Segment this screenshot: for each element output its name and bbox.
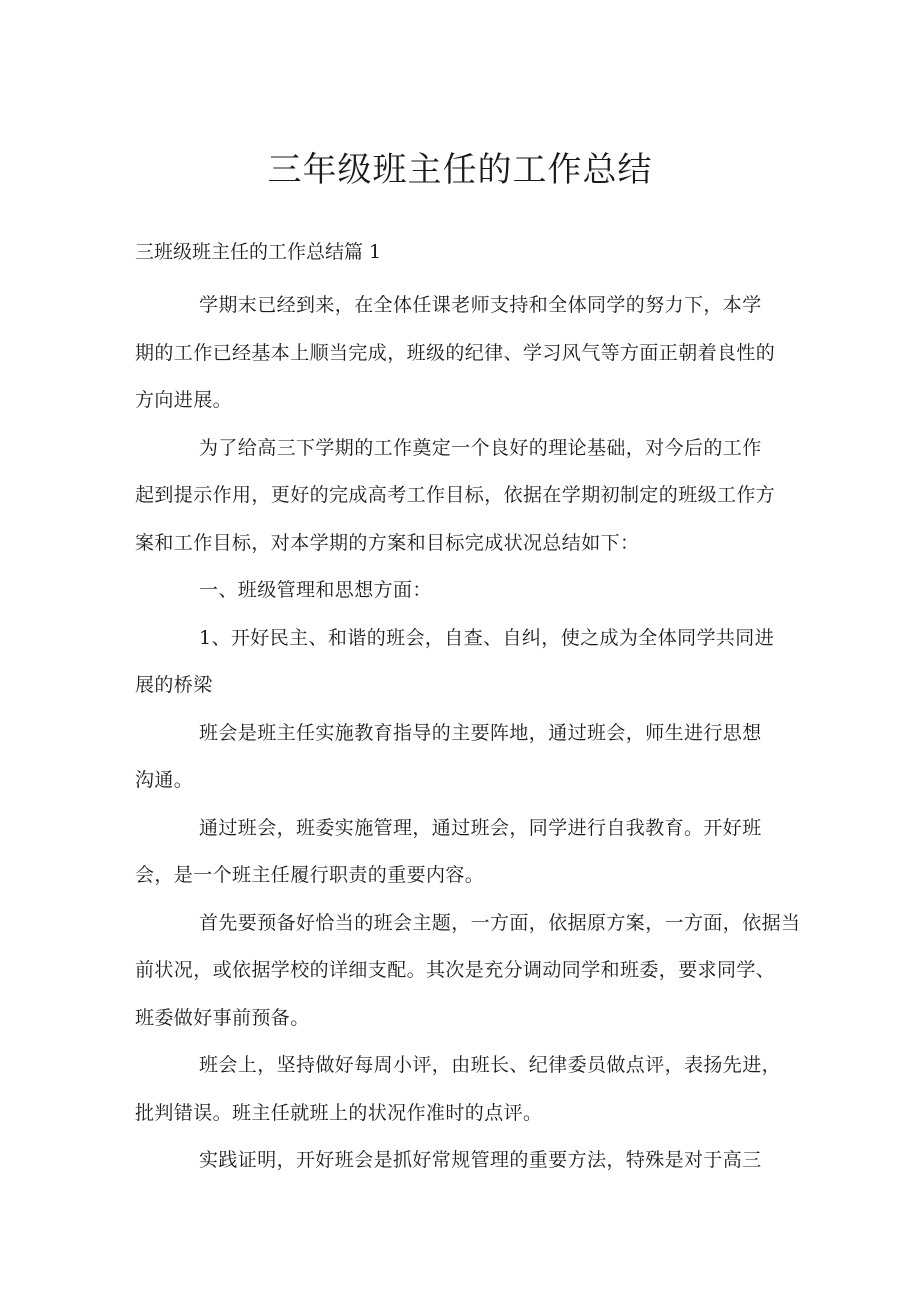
text-line: 前状况，或依据学校的详细支配。其次是充分调动同学和班委，要求同学、 (135, 959, 776, 981)
paragraph (135, 615, 800, 710)
text-line: 期的工作已经基本上顺当完成，班级的纪律、学习风气等方面正朝着良性的 (135, 341, 776, 364)
text-line: 展的桥梁 (135, 674, 213, 696)
text-line: 案和工作目标，对本学期的方案和目标完成状况总结如下： (135, 531, 640, 554)
paragraph (135, 282, 800, 425)
paragraph (135, 710, 800, 805)
section-heading: 三班级班主任的工作总结篇 1 (135, 241, 382, 263)
paragraph (135, 805, 800, 900)
text-line: 首先要预备好恰当的班会主题，一方面，依据原方案，一方面，依据当 (199, 911, 801, 934)
document-title: 三年级班主任的工作总结 (267, 150, 653, 190)
text-line: 起到提示作用，更好的完成高考工作目标，依据在学期初制定的班级工作方 (135, 484, 776, 506)
paragraph (135, 425, 800, 568)
text-line: 方向进展。 (135, 389, 233, 411)
text-line: 批判错误。班主任就班上的状况作准时的点评。 (135, 1101, 543, 1124)
text-line: 一、班级管理和思想方面： (199, 579, 432, 601)
text-line: 1、开好民主、和谐的班会，自查、自纠，使之成为全体同学共同进 (199, 626, 775, 649)
text-line: 为了给高三下学期的工作奠定一个良好的理论基础，对今后的工作 (199, 436, 762, 459)
paragraph (135, 1042, 800, 1137)
text-line: 通过班会，班委实施管理，通过班会，同学进行自我教育。开好班 (199, 816, 762, 839)
text-line: 班会是班主任实施教育指导的主要阵地，通过班会，师生进行思想 (199, 721, 762, 744)
text-line: 会，是一个班主任履行职责的重要内容。 (135, 864, 485, 886)
paragraph (135, 567, 800, 615)
paragraph (135, 900, 800, 1043)
text-line: 实践证明，开好班会是抓好常规管理的重要方法，特殊是对于高三 (199, 1149, 762, 1171)
paragraph (135, 1137, 800, 1185)
text-line: 班委做好事前预备。 (135, 1006, 310, 1029)
text-line: 班会上，坚持做好每周小评，由班长、纪律委员做点评，表扬先进， (199, 1054, 782, 1076)
document-body (135, 282, 800, 1185)
text-line: 沟通。 (135, 769, 194, 791)
text-line: 学期末已经到来，在全体任课老师支持和全体同学的努力下，本学 (199, 294, 762, 316)
